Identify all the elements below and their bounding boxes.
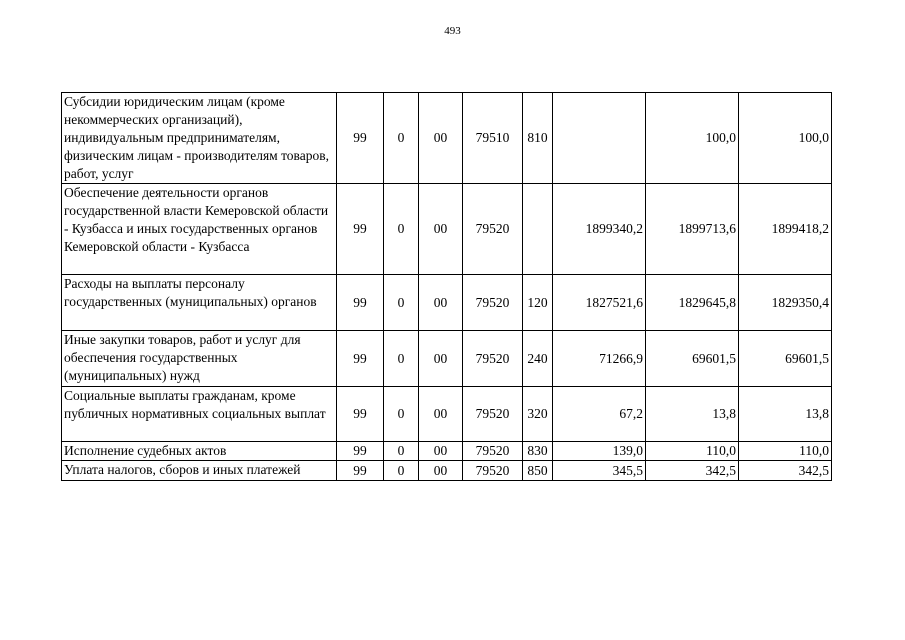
expense-type-code-cell: 830 [523,442,553,461]
row-description: Иные закупки товаров, работ и услуг для обеспечения государственных (муниципальных) нужд [62,331,337,387]
subprogram-code-cell: 0 [384,93,419,184]
amount-cell-2: 13,8 [646,387,739,442]
expense-type-code-cell: 120 [523,275,553,331]
amount-cell-3: 342,5 [739,461,832,481]
budget-table [61,92,832,481]
amount-cell-2: 110,0 [646,442,739,461]
amount-cell-3: 1829350,4 [739,275,832,331]
program-code-cell: 99 [337,184,384,275]
amount-cell-2: 69601,5 [646,331,739,387]
amount-cell-2: 1899713,6 [646,184,739,275]
amount-cell-3: 1899418,2 [739,184,832,275]
main-activity-code-cell: 00 [419,184,463,275]
amount-cell-3: 13,8 [739,387,832,442]
table-row [62,184,832,275]
subprogram-code-cell: 0 [384,331,419,387]
amount-cell-1: 67,2 [553,387,646,442]
expense-direction-code-cell: 79510 [463,93,523,184]
expense-direction-code-cell: 79520 [463,275,523,331]
table-row [62,387,832,442]
table-row [62,442,832,461]
amount-cell-2: 100,0 [646,93,739,184]
program-code-cell: 99 [337,331,384,387]
row-description: Субсидии юридическим лицам (кроме некоммерческих организаций), индивидуальным предпринимателям, физическим лицам - производителям товаров, работ, услуг [62,93,337,184]
main-activity-code-cell: 00 [419,387,463,442]
table-row [62,275,832,331]
row-description: Обеспечение деятельности органов государственной власти Кемеровской области - Кузбасса и иных государственных органов Кемеровской области - Кузбасса [62,184,337,275]
expense-type-code-cell: 850 [523,461,553,481]
row-description: Уплата налогов, сборов и иных платежей [62,461,337,481]
main-activity-code-cell: 00 [419,93,463,184]
amount-cell-1 [553,93,646,184]
amount-cell-2: 342,5 [646,461,739,481]
amount-cell-3: 69601,5 [739,331,832,387]
expense-direction-code-cell: 79520 [463,442,523,461]
amount-cell-3: 100,0 [739,93,832,184]
subprogram-code-cell: 0 [384,184,419,275]
subprogram-code-cell: 0 [384,442,419,461]
program-code-cell: 99 [337,387,384,442]
subprogram-code-cell: 0 [384,387,419,442]
expense-direction-code-cell: 79520 [463,387,523,442]
expense-direction-code-cell: 79520 [463,461,523,481]
amount-cell-1: 71266,9 [553,331,646,387]
main-activity-code-cell: 00 [419,331,463,387]
amount-cell-1: 139,0 [553,442,646,461]
main-activity-code-cell: 00 [419,275,463,331]
expense-direction-code-cell: 79520 [463,184,523,275]
main-activity-code-cell: 00 [419,442,463,461]
expense-type-code-cell: 810 [523,93,553,184]
amount-cell-3: 110,0 [739,442,832,461]
program-code-cell: 99 [337,461,384,481]
expense-type-code-cell [523,184,553,275]
program-code-cell: 99 [337,275,384,331]
program-code-cell: 99 [337,442,384,461]
expense-type-code-cell: 320 [523,387,553,442]
expense-type-code-cell: 240 [523,331,553,387]
table-row [62,461,832,481]
program-code-cell: 99 [337,93,384,184]
amount-cell-1: 345,5 [553,461,646,481]
main-activity-code-cell: 00 [419,461,463,481]
table-row [62,93,832,184]
row-description: Социальные выплаты гражданам, кроме публичных нормативных социальных выплат [62,387,337,442]
amount-cell-1: 1827521,6 [553,275,646,331]
row-description: Расходы на выплаты персоналу государственных (муниципальных) органов [62,275,337,331]
subprogram-code-cell: 0 [384,275,419,331]
expense-direction-code-cell: 79520 [463,331,523,387]
amount-cell-2: 1829645,8 [646,275,739,331]
table-row [62,331,832,387]
page-number: 493 [444,25,461,37]
subprogram-code-cell: 0 [384,461,419,481]
amount-cell-1: 1899340,2 [553,184,646,275]
row-description: Исполнение судебных актов [62,442,337,461]
